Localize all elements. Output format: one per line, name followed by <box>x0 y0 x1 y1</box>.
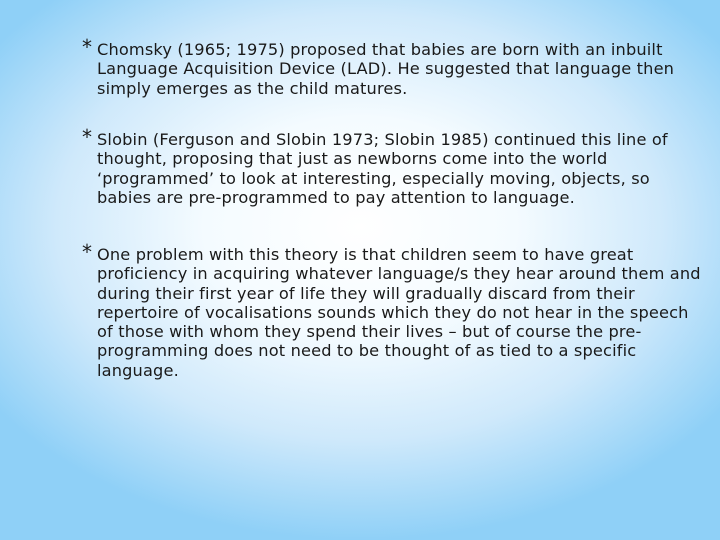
bullet-item-1 <box>82 35 702 98</box>
bullet-asterisk-icon: * <box>82 125 93 149</box>
bullet-asterisk-icon: * <box>82 35 93 59</box>
bullet-text-2: Slobin (Ferguson and Slobin 1973; Slobin 1985) continued this line of thought, proposing that just as newborns come into the world ‘programmed’ to look at interesting, especially moving, objects, so babies are pre-programmed to pay attention to language. <box>97 130 668 207</box>
bullet-item-3 <box>82 240 702 380</box>
bullet-asterisk-icon: * <box>82 240 93 264</box>
bullet-text-1: Chomsky (1965; 1975) proposed that babies are born with an inbuilt Language Acquisition Device (LAD). He suggested that language then simply emerges as the child matures. <box>97 40 675 98</box>
bullet-item-2 <box>82 125 702 207</box>
bullet-text-3: One problem with this theory is that children seem to have great proficiency in acquiring whatever language/s they hear around them and during their first year of life they will gradually discard from their repertoire of vocalisations sounds which they do not hear in the speech of those with whom they spend their lives – but of course the pre-programming does not need to be thought of as tied to a specific language. <box>97 245 701 380</box>
